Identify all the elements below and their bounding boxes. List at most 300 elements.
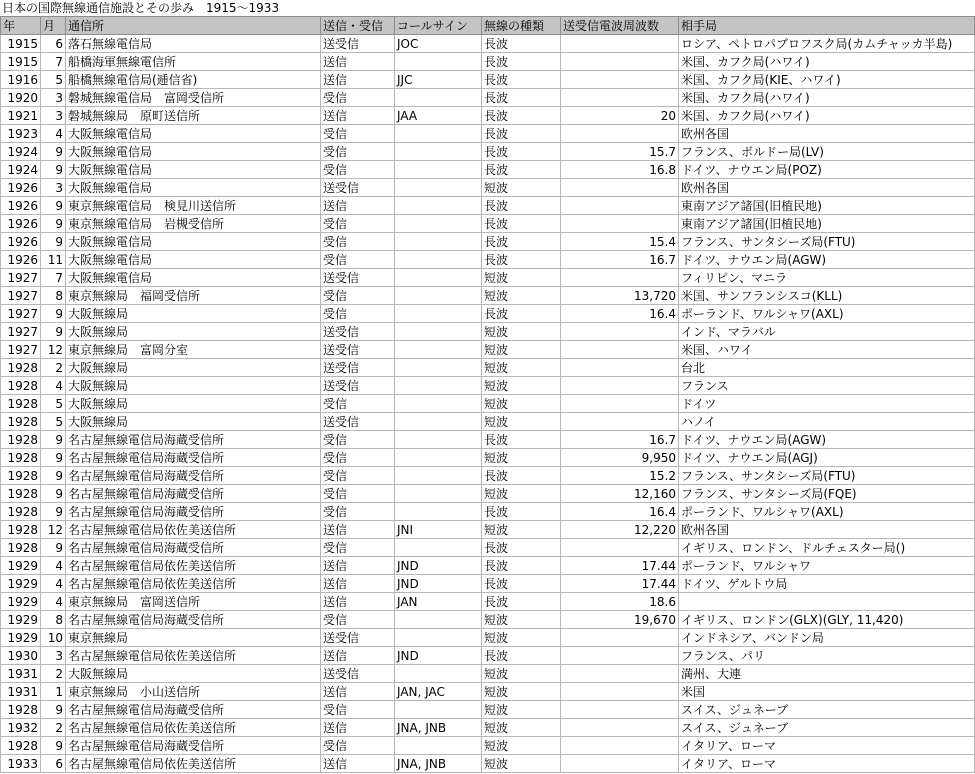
- table-row: [1, 269, 975, 287]
- frequency-cell: [561, 53, 679, 71]
- wave-type-cell: 短波: [482, 611, 561, 629]
- direction-cell: 送信: [321, 755, 395, 773]
- month-cell: 9: [41, 701, 66, 719]
- frequency-cell: 20: [561, 107, 679, 125]
- table-row: [1, 611, 975, 629]
- direction-cell: 送信: [321, 593, 395, 611]
- wave-type-cell: 短波: [482, 341, 561, 359]
- station-cell: 名古屋無線電信局海蔵受信所: [66, 611, 321, 629]
- wave-type-cell: 長波: [482, 431, 561, 449]
- wave-type-cell: 長波: [482, 305, 561, 323]
- station-cell: 磐城無線局 原町送信所: [66, 107, 321, 125]
- table-row: [1, 359, 975, 377]
- direction-cell: 送受信: [321, 341, 395, 359]
- direction-cell: 受信: [321, 737, 395, 755]
- callsign-cell: [395, 503, 482, 521]
- direction-cell: 送信: [321, 557, 395, 575]
- direction-cell: 送受信: [321, 35, 395, 53]
- wave-type-cell: 長波: [482, 539, 561, 557]
- partner-cell: ハノイ: [679, 413, 975, 431]
- wave-type-cell: 長波: [482, 251, 561, 269]
- wave-type-cell: 短波: [482, 449, 561, 467]
- direction-cell: 送受信: [321, 413, 395, 431]
- wave-type-cell: 短波: [482, 755, 561, 773]
- year-cell: 1928: [1, 449, 41, 467]
- wave-type-cell: 短波: [482, 485, 561, 503]
- wave-type-cell: 長波: [482, 89, 561, 107]
- wave-type-cell: 長波: [482, 503, 561, 521]
- station-cell: 大阪無線局: [66, 359, 321, 377]
- callsign-cell: [395, 467, 482, 485]
- frequency-cell: [561, 413, 679, 431]
- year-cell: 1927: [1, 287, 41, 305]
- partner-cell: ドイツ: [679, 395, 975, 413]
- callsign-cell: [395, 395, 482, 413]
- table-row: [1, 755, 975, 773]
- month-cell: 9: [41, 431, 66, 449]
- year-cell: 1926: [1, 197, 41, 215]
- header-callsign: コールサイン: [395, 17, 482, 35]
- direction-cell: 送受信: [321, 359, 395, 377]
- header-month: 月: [41, 17, 66, 35]
- year-cell: 1928: [1, 701, 41, 719]
- direction-cell: 受信: [321, 143, 395, 161]
- year-cell: 1927: [1, 341, 41, 359]
- month-cell: 9: [41, 161, 66, 179]
- partner-cell: ドイツ、ナウエン局(AGW): [679, 251, 975, 269]
- wave-type-cell: 短波: [482, 701, 561, 719]
- station-cell: 大阪無線局: [66, 395, 321, 413]
- year-cell: 1928: [1, 503, 41, 521]
- partner-cell: 米国、カフク局(ハワイ): [679, 89, 975, 107]
- callsign-cell: [395, 215, 482, 233]
- partner-cell: フランス、サンタシーズ局(FTU): [679, 467, 975, 485]
- year-cell: 1931: [1, 683, 41, 701]
- month-cell: 4: [41, 377, 66, 395]
- table-row: [1, 377, 975, 395]
- station-cell: 船橋無線電信局(逓信省): [66, 71, 321, 89]
- frequency-cell: 17.44: [561, 575, 679, 593]
- callsign-cell: JAN, JAC: [395, 683, 482, 701]
- direction-cell: 受信: [321, 125, 395, 143]
- frequency-cell: [561, 359, 679, 377]
- direction-cell: 送信: [321, 53, 395, 71]
- partner-cell: フランス、サンタシーズ局(FTU): [679, 233, 975, 251]
- direction-cell: 送受信: [321, 629, 395, 647]
- month-cell: 9: [41, 143, 66, 161]
- table-row: [1, 467, 975, 485]
- month-cell: 4: [41, 575, 66, 593]
- direction-cell: 送受信: [321, 323, 395, 341]
- wave-type-cell: 短波: [482, 413, 561, 431]
- table-row: [1, 485, 975, 503]
- partner-cell: 満州、大連: [679, 665, 975, 683]
- table-row: [1, 503, 975, 521]
- station-cell: 名古屋無線電信局依佐美送信所: [66, 575, 321, 593]
- frequency-cell: 9,950: [561, 449, 679, 467]
- table-row: [1, 161, 975, 179]
- partner-cell: フィリピン、マニラ: [679, 269, 975, 287]
- year-cell: 1927: [1, 305, 41, 323]
- frequency-cell: 15.2: [561, 467, 679, 485]
- year-cell: 1926: [1, 233, 41, 251]
- station-cell: 名古屋無線電信局依佐美送信所: [66, 647, 321, 665]
- year-cell: 1926: [1, 251, 41, 269]
- table-row: [1, 683, 975, 701]
- direction-cell: 受信: [321, 305, 395, 323]
- station-cell: 名古屋無線電信局海蔵受信所: [66, 467, 321, 485]
- callsign-cell: JOC: [395, 35, 482, 53]
- table-row: [1, 557, 975, 575]
- table-row: [1, 413, 975, 431]
- table-row: [1, 341, 975, 359]
- wave-type-cell: 長波: [482, 197, 561, 215]
- station-cell: 名古屋無線電信局海蔵受信所: [66, 701, 321, 719]
- frequency-cell: [561, 647, 679, 665]
- wave-type-cell: 長波: [482, 143, 561, 161]
- station-cell: 大阪無線電信局: [66, 179, 321, 197]
- frequency-cell: [561, 269, 679, 287]
- month-cell: 3: [41, 89, 66, 107]
- wave-type-cell: 短波: [482, 665, 561, 683]
- callsign-cell: JNA, JNB: [395, 719, 482, 737]
- partner-cell: イタリア、ローマ: [679, 755, 975, 773]
- direction-cell: 受信: [321, 89, 395, 107]
- month-cell: 3: [41, 179, 66, 197]
- wave-type-cell: 長波: [482, 215, 561, 233]
- table-row: [1, 143, 975, 161]
- callsign-cell: JAA: [395, 107, 482, 125]
- station-cell: 東京無線局 福岡受信所: [66, 287, 321, 305]
- frequency-cell: 16.7: [561, 431, 679, 449]
- callsign-cell: [395, 269, 482, 287]
- callsign-cell: [395, 665, 482, 683]
- month-cell: 4: [41, 125, 66, 143]
- callsign-cell: JNI: [395, 521, 482, 539]
- year-cell: 1926: [1, 215, 41, 233]
- station-cell: 大阪無線電信局: [66, 269, 321, 287]
- partner-cell: 東南アジア諸国(旧植民地): [679, 197, 975, 215]
- frequency-cell: [561, 683, 679, 701]
- station-cell: 大阪無線電信局: [66, 251, 321, 269]
- table-row: [1, 575, 975, 593]
- station-cell: 大阪無線局: [66, 413, 321, 431]
- frequency-cell: 17.44: [561, 557, 679, 575]
- partner-cell: イギリス、ロンドン、ドルチェスター局(): [679, 539, 975, 557]
- year-cell: 1932: [1, 719, 41, 737]
- table-row: [1, 197, 975, 215]
- table-row: [1, 521, 975, 539]
- year-cell: 1933: [1, 755, 41, 773]
- station-cell: 東京無線局: [66, 629, 321, 647]
- callsign-cell: [395, 89, 482, 107]
- partner-cell: インド、マラバル: [679, 323, 975, 341]
- year-cell: 1928: [1, 521, 41, 539]
- partner-cell: フランス、パリ: [679, 647, 975, 665]
- partner-cell: フランス、サンタシーズ局(FQE): [679, 485, 975, 503]
- partner-cell: 台北: [679, 359, 975, 377]
- year-cell: 1928: [1, 395, 41, 413]
- callsign-cell: [395, 197, 482, 215]
- table-row: [1, 701, 975, 719]
- callsign-cell: [395, 413, 482, 431]
- table-row: [1, 305, 975, 323]
- direction-cell: 受信: [321, 287, 395, 305]
- table-row: [1, 737, 975, 755]
- station-cell: 名古屋無線電信局海蔵受信所: [66, 737, 321, 755]
- partner-cell: 欧州各国: [679, 125, 975, 143]
- frequency-cell: 16.7: [561, 251, 679, 269]
- wave-type-cell: 長波: [482, 107, 561, 125]
- month-cell: 5: [41, 413, 66, 431]
- callsign-cell: [395, 539, 482, 557]
- month-cell: 5: [41, 395, 66, 413]
- direction-cell: 受信: [321, 539, 395, 557]
- station-cell: 大阪無線局: [66, 305, 321, 323]
- wave-type-cell: 短波: [482, 737, 561, 755]
- partner-cell: 欧州各国: [679, 179, 975, 197]
- frequency-cell: 15.4: [561, 233, 679, 251]
- month-cell: 9: [41, 539, 66, 557]
- direction-cell: 受信: [321, 215, 395, 233]
- month-cell: 9: [41, 197, 66, 215]
- month-cell: 8: [41, 287, 66, 305]
- header-wave-type: 無線の種類: [482, 17, 561, 35]
- frequency-cell: 19,670: [561, 611, 679, 629]
- callsign-cell: [395, 359, 482, 377]
- month-cell: 3: [41, 107, 66, 125]
- table-row: [1, 35, 975, 53]
- year-cell: 1928: [1, 467, 41, 485]
- station-cell: 磐城無線電信局 富岡受信所: [66, 89, 321, 107]
- direction-cell: 送受信: [321, 179, 395, 197]
- wave-type-cell: 短波: [482, 395, 561, 413]
- partner-cell: 米国、カフク局(KIE、ハワイ): [679, 71, 975, 89]
- frequency-cell: [561, 701, 679, 719]
- station-cell: 名古屋無線電信局海蔵受信所: [66, 539, 321, 557]
- month-cell: 8: [41, 611, 66, 629]
- year-cell: 1929: [1, 593, 41, 611]
- direction-cell: 受信: [321, 503, 395, 521]
- table-row: [1, 125, 975, 143]
- partner-cell: インドネシア、バンドン局: [679, 629, 975, 647]
- wave-type-cell: 短波: [482, 719, 561, 737]
- frequency-cell: [561, 323, 679, 341]
- station-cell: 大阪無線電信局: [66, 125, 321, 143]
- frequency-cell: 12,160: [561, 485, 679, 503]
- header-frequency: 送受信電波周波数: [561, 17, 679, 35]
- direction-cell: 送信: [321, 521, 395, 539]
- callsign-cell: [395, 125, 482, 143]
- month-cell: 5: [41, 71, 66, 89]
- table-row: [1, 53, 975, 71]
- station-cell: 大阪無線電信局: [66, 233, 321, 251]
- frequency-cell: [561, 197, 679, 215]
- month-cell: 2: [41, 359, 66, 377]
- partner-cell: 米国、サンフランシスコ(KLL): [679, 287, 975, 305]
- header-station: 通信所: [66, 17, 321, 35]
- month-cell: 1: [41, 683, 66, 701]
- frequency-cell: [561, 665, 679, 683]
- table-row: [1, 539, 975, 557]
- wave-type-cell: 短波: [482, 323, 561, 341]
- station-cell: 大阪無線局: [66, 665, 321, 683]
- direction-cell: 送受信: [321, 377, 395, 395]
- station-cell: 落石無線電信局: [66, 35, 321, 53]
- partner-cell: ポーランド、ワルシャワ(AXL): [679, 305, 975, 323]
- frequency-cell: [561, 395, 679, 413]
- partner-cell: イタリア、ローマ: [679, 737, 975, 755]
- station-cell: 名古屋無線電信局依佐美送信所: [66, 521, 321, 539]
- year-cell: 1928: [1, 485, 41, 503]
- wave-type-cell: 短波: [482, 377, 561, 395]
- year-cell: 1928: [1, 377, 41, 395]
- wave-type-cell: 短波: [482, 629, 561, 647]
- month-cell: 12: [41, 341, 66, 359]
- table-row: [1, 215, 975, 233]
- callsign-cell: [395, 287, 482, 305]
- partner-cell: フランス: [679, 377, 975, 395]
- callsign-cell: JNA, JNB: [395, 755, 482, 773]
- month-cell: 6: [41, 35, 66, 53]
- partner-cell: 米国、カフク局(ハワイ): [679, 107, 975, 125]
- table-row: [1, 287, 975, 305]
- partner-cell: 欧州各国: [679, 521, 975, 539]
- frequency-cell: [561, 755, 679, 773]
- partner-cell: スイス、ジュネーブ: [679, 719, 975, 737]
- wave-type-cell: 長波: [482, 125, 561, 143]
- year-cell: 1924: [1, 143, 41, 161]
- partner-cell: 米国、ハワイ: [679, 341, 975, 359]
- table-row: [1, 449, 975, 467]
- frequency-cell: [561, 71, 679, 89]
- year-cell: 1929: [1, 629, 41, 647]
- station-cell: 東京無線局 小山送信所: [66, 683, 321, 701]
- month-cell: 4: [41, 593, 66, 611]
- year-cell: 1928: [1, 359, 41, 377]
- partner-cell: [679, 593, 975, 611]
- direction-cell: 受信: [321, 467, 395, 485]
- callsign-cell: JND: [395, 575, 482, 593]
- year-cell: 1927: [1, 269, 41, 287]
- wave-type-cell: 短波: [482, 287, 561, 305]
- year-cell: 1920: [1, 89, 41, 107]
- month-cell: 7: [41, 269, 66, 287]
- callsign-cell: JND: [395, 647, 482, 665]
- station-cell: 東京無線電信局 検見川送信所: [66, 197, 321, 215]
- year-cell: 1927: [1, 323, 41, 341]
- frequency-cell: [561, 377, 679, 395]
- callsign-cell: JND: [395, 557, 482, 575]
- callsign-cell: [395, 611, 482, 629]
- station-cell: 東京無線局 富岡分室: [66, 341, 321, 359]
- wave-type-cell: 長波: [482, 53, 561, 71]
- callsign-cell: [395, 341, 482, 359]
- table-row: [1, 629, 975, 647]
- station-cell: 名古屋無線電信局海蔵受信所: [66, 485, 321, 503]
- table-row: [1, 89, 975, 107]
- callsign-cell: [395, 251, 482, 269]
- partner-cell: 東南アジア諸国(旧植民地): [679, 215, 975, 233]
- frequency-cell: 12,220: [561, 521, 679, 539]
- header-direction: 送信・受信: [321, 17, 395, 35]
- wave-type-cell: 長波: [482, 71, 561, 89]
- station-cell: 東京無線電信局 岩槻受信所: [66, 215, 321, 233]
- wave-type-cell: 長波: [482, 575, 561, 593]
- callsign-cell: [395, 143, 482, 161]
- partner-cell: ドイツ、ゲルトウ局: [679, 575, 975, 593]
- direction-cell: 受信: [321, 395, 395, 413]
- partner-cell: ロシア、ペトロパブロフスク局(カムチャッカ半島): [679, 35, 975, 53]
- month-cell: 4: [41, 557, 66, 575]
- frequency-cell: [561, 179, 679, 197]
- wave-type-cell: 短波: [482, 269, 561, 287]
- wave-type-cell: 長波: [482, 593, 561, 611]
- header-row: [1, 17, 975, 35]
- direction-cell: 送信: [321, 719, 395, 737]
- direction-cell: 受信: [321, 251, 395, 269]
- direction-cell: 受信: [321, 431, 395, 449]
- partner-cell: ドイツ、ナウエン局(POZ): [679, 161, 975, 179]
- partner-cell: ドイツ、ナウエン局(AGW): [679, 431, 975, 449]
- year-cell: 1928: [1, 539, 41, 557]
- month-cell: 9: [41, 215, 66, 233]
- partner-cell: 米国、カフク局(ハワイ): [679, 53, 975, 71]
- month-cell: 6: [41, 755, 66, 773]
- partner-cell: イギリス、ロンドン(GLX)(GLY, 11,420): [679, 611, 975, 629]
- direction-cell: 送信: [321, 683, 395, 701]
- year-cell: 1929: [1, 611, 41, 629]
- wave-type-cell: 長波: [482, 161, 561, 179]
- radio-facilities-table: [0, 16, 975, 773]
- partner-cell: 米国: [679, 683, 975, 701]
- month-cell: 11: [41, 251, 66, 269]
- direction-cell: 送信: [321, 197, 395, 215]
- table-row: [1, 395, 975, 413]
- station-cell: 船橋海軍無線電信所: [66, 53, 321, 71]
- sheet-title: 日本の国際無線通信施設とその歩み 1915〜1933: [2, 1, 280, 15]
- partner-cell: フランス、ボルドー局(LV): [679, 143, 975, 161]
- table-row: [1, 665, 975, 683]
- callsign-cell: [395, 305, 482, 323]
- station-cell: 名古屋無線電信局海蔵受信所: [66, 503, 321, 521]
- month-cell: 9: [41, 737, 66, 755]
- wave-type-cell: 長波: [482, 467, 561, 485]
- frequency-cell: [561, 719, 679, 737]
- month-cell: 3: [41, 647, 66, 665]
- direction-cell: 受信: [321, 161, 395, 179]
- year-cell: 1928: [1, 431, 41, 449]
- month-cell: 2: [41, 665, 66, 683]
- wave-type-cell: 短波: [482, 359, 561, 377]
- callsign-cell: [395, 737, 482, 755]
- callsign-cell: [395, 449, 482, 467]
- direction-cell: 受信: [321, 233, 395, 251]
- partner-cell: ドイツ、ナウエン局(AGJ): [679, 449, 975, 467]
- direction-cell: 受信: [321, 485, 395, 503]
- year-cell: 1915: [1, 35, 41, 53]
- station-cell: 名古屋無線電信局海蔵受信所: [66, 431, 321, 449]
- table-row: [1, 251, 975, 269]
- table-row: [1, 647, 975, 665]
- month-cell: 9: [41, 233, 66, 251]
- callsign-cell: JJC: [395, 71, 482, 89]
- station-cell: 名古屋無線電信局海蔵受信所: [66, 449, 321, 467]
- direction-cell: 送信: [321, 647, 395, 665]
- callsign-cell: [395, 377, 482, 395]
- frequency-cell: [561, 125, 679, 143]
- callsign-cell: [395, 161, 482, 179]
